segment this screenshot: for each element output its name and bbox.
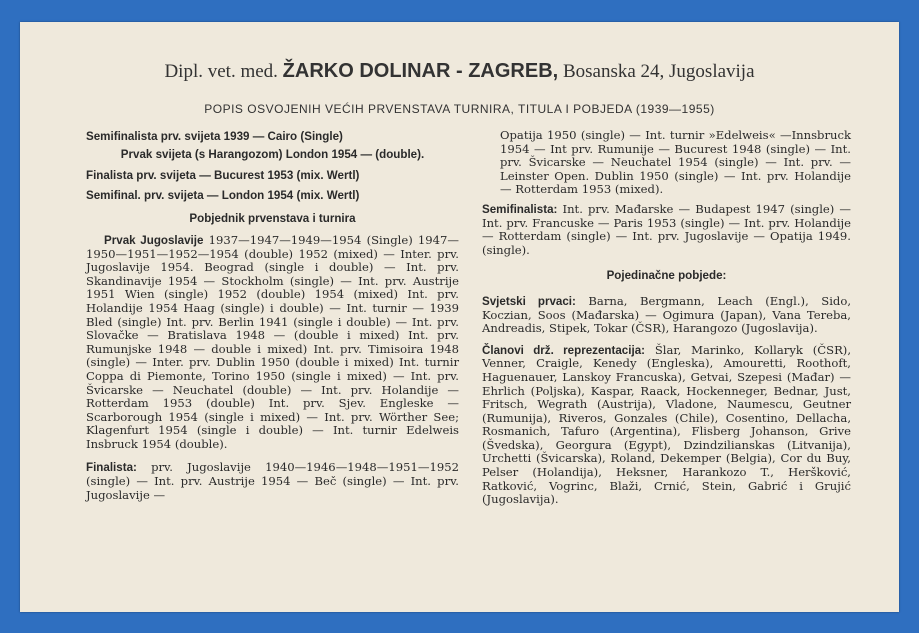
finalista-text: prv. Jugoslavije 1940—1946—1948—1951—1952 (single) — Int. prv. Austrije 1954 — Beč (single) — Int. prv. Jugoslavije — — [86, 460, 459, 502]
section-heading-pobjednik: Pobjednik prvenstava i turnira — [189, 212, 356, 226]
svjetski-text: Barna, Bergmann, Leach (Engl.), Sido, Koczian, Soos (Mađarska) — Ogimura (Japan), Vana Tereba, Andreadis, Stipek, Tokar (ČSR), Harangozo (Jugoslavija). — [482, 293, 852, 336]
title-line: Finalista prv. svijeta — Bucurest 1953 (mix. Wertl) — [86, 169, 360, 183]
prvak-paragraph — [86, 234, 459, 452]
prvak-label: Prvak Jugoslavije — [104, 233, 204, 247]
document-title: POPIS OSVOJENIH VEĆIH PRVENSTAVA TURNIRA, TITULA I POBJEDA (1939—1955) — [204, 102, 715, 116]
clanovi-paragraph — [482, 344, 851, 507]
prvak-text: 1937—1947—1949—1954 (Single) 1947—1950—1951—1952—1954 (double) 1952 (mixed) — Inter. prv. Jugoslavije 1954. Beograd (single i double) — Int. prv. Skandinavije 1954 — Stockholm (single) — Int. prv. Austrije 1951 Wien (single) 1952 (double) 1954 (mixed) Int. prv. Holandije 1954 Haag (single) i double) — Int. turnir — 1939 Bled (single) Int. prv. Berlin 1941 (single i double) — Int. prv. Slovačke — Bratislava 1948 — (double i mixed) Int. prv. Rumunjske 1948 — double i mixed) Int. prv. Timisoira 1948 (single) — Inter. prv. Dublin 1950 (double i mixed) Int. turnir Coppa di Piemonte, Torino 1950 (single i mixed) — Int. prv. Švicarske — Neuchatel (double) — Int. prv. Holandije — Rotterdam 1953 (double) Int. prv. Sjev. Engleske — Scarborough 1954 (single i mixed) — Int. prv. Wörther See; Klagenfurt 1954 (single i double) — Int. turnir Edelweis Insbruck 1954 (double). — [86, 232, 459, 451]
semifinalista-label: Semifinalista: — [482, 202, 558, 216]
section-heading-pojedinacne: Pojedinačne pobjede: — [606, 269, 727, 283]
semifinalista-text: Int. prv. Mađarske — Budapest 1947 (single) — Int. prv. Francuske — Paris 1953 (single) — Int. prv. Holandije — Rotterdam (single) — Int. prv. Jugoslavije — Opatija 1949. (single). — [482, 201, 851, 257]
letterhead — [20, 60, 899, 83]
finalista-label: Finalista: — [86, 461, 137, 475]
clanovi-label: Članovi drž. reprezentacija: — [482, 343, 646, 357]
continuation-paragraph: Opatija 1950 (single) — Int. turnir »Edelweis« —Innsbruck 1954 — Int prv. Rumunije — Bucurest 1948 (single) — Int. prv. Švicarske — Neuchatel 1954 (single) — Int. prv. — Leinster Open. Dublin 1950 (single) — Int. prv. Holandije — Rotterdam 1953 (mixed). — [500, 128, 851, 197]
semifinalista-paragraph — [482, 203, 851, 257]
svjetski-paragraph — [482, 295, 851, 336]
title-line: Prvak svijeta (s Harangozom) London 1954 — (double). — [120, 147, 425, 161]
postcard — [20, 22, 899, 612]
left-column — [86, 130, 459, 502]
title-line: Semifinalista prv. svijeta 1939 — Cairo (Single) — [86, 130, 343, 143]
clanovi-text: Šlar, Marinko, Kollaryk (ČSR), Venner, Craigle, Kenedy (Engleska), Amouretti, Roothoft, Haguenauer, Lanskoy Francuska), Getvai, Szepesi (Mađar) — Ehrlich (Poljska), Kaspar, Raack, Hockenneger, Bednar, Just, Fritsch, Wegrath (Austrija), Vladone, Naumescu, Geutner (Rumunija), Riveros, Gonzales (Chile), Cosentino, Dellacha, Rosmanich, Tafuro (Argentina), Flisberg Johanson, Grive (Švedska), Georgura (Egypt), Dzindzilianskas (Litvanija), Urchetti (Švicarska), Roland, Dekemper (Belgia), Cor du Buy, Pelser (Holandija), Heksner, Harankozo T., Heršković, Ratković, Vogrinc, Blaži, Crnić, Stein, Gabrić i Grujić (Jugoslavija). — [482, 342, 852, 507]
letterhead-prefix: Dipl. vet. med. — [164, 61, 283, 82]
title-line: Semifinal. prv. svijeta — London 1954 (mix. Wertl) — [86, 188, 360, 202]
finalista-paragraph — [86, 461, 459, 502]
letterhead-address: Bosanska 24, Jugoslavija — [558, 61, 755, 82]
letterhead-name: ŽARKO DOLINAR - ZAGREB, — [282, 60, 559, 82]
right-column — [482, 129, 851, 507]
svjetski-label: Svjetski prvaci: — [482, 294, 576, 308]
